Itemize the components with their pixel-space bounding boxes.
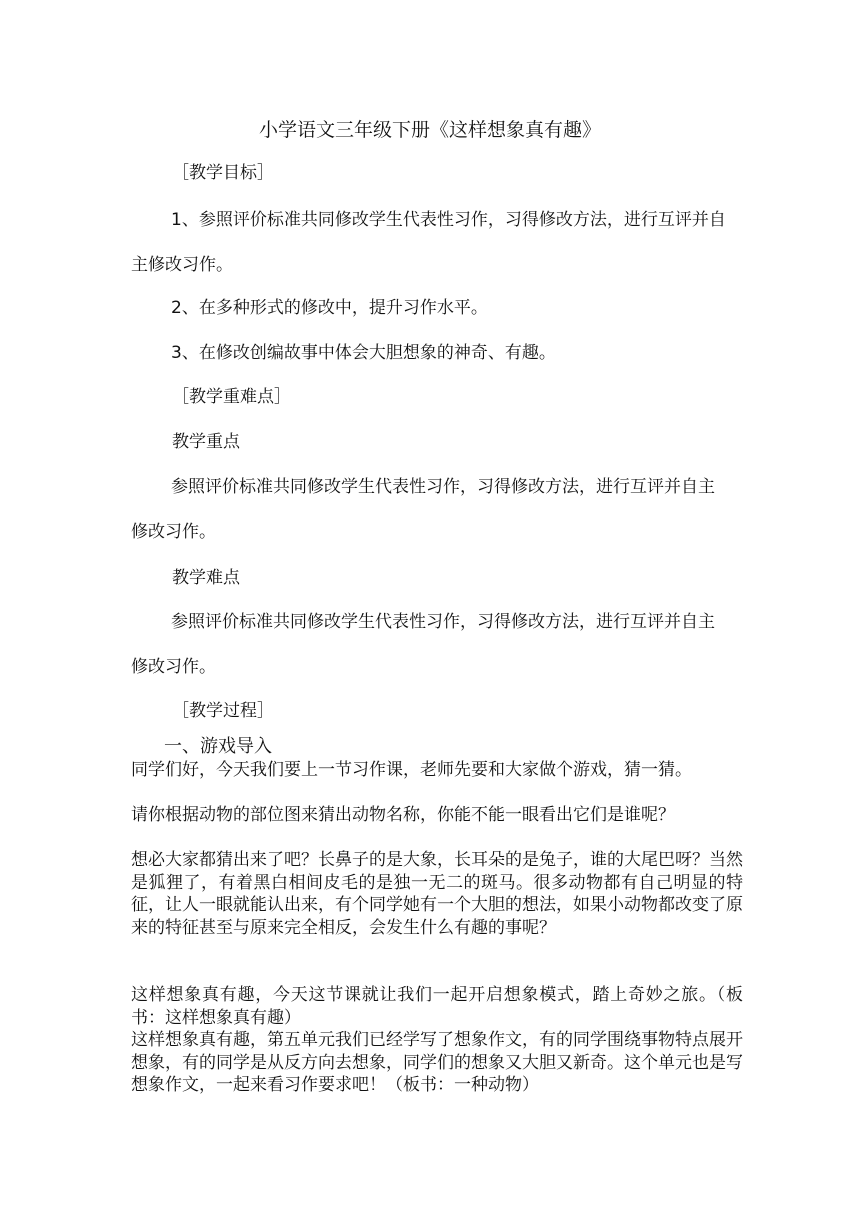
objectives-heading: ［教学目标］ [172,163,274,183]
process-heading: ［教学过程］ [172,701,274,721]
part1-paragraph-4: 这样想象真有趣，今天这节课就让我们一起开启想象模式，踏上奇妙之旅。（板书：这样想象真有趣） [131,985,743,1028]
part1-paragraph-3: 想必大家都猜出来了吧？长鼻子的是大象，长耳朵的是兔子，谁的大尾巴呀？当然是狐狸了，有着黑白相间皮毛的是独一无二的斑马。很多动物都有自己明显的特征，让人一眼就能认出来，有个同学她有一个大胆的想法，如果小动物都改变了原来的特征甚至与原来完全相反，会发生什么有趣的事呢？ [131,850,743,938]
key-points-heading: ［教学重难点］ [172,387,291,407]
part1-paragraph-5: 这样想象真有趣，第五单元我们已经学写了想象作文，有的同学围绕事物特点展开想象，有的同学是从反方向去想象，同学们的想象又大胆又新奇。这个单元也是写想象作文，一起来看习作要求吧！（板书：一种动物） [131,1030,743,1095]
key-point-text: 参照评价标准共同修改学生代表性习作，习得修改方法，进行互评并自主修改习作。 [131,477,715,542]
difficulty-label: 教学难点 [172,568,240,588]
objective-2: 2、在多种形式的修改中，提升习作水平。 [171,298,488,318]
key-point-label: 教学重点 [172,432,240,452]
part1-heading: 一、游戏导入 [164,736,272,757]
document-title: 小学语文三年级下册《这样想象真有趣》 [258,119,601,141]
difficulty-text: 参照评价标准共同修改学生代表性习作，习得修改方法，进行互评并自主修改习作。 [131,612,715,677]
objective-3: 3、在修改创编故事中体会大胆想象的神奇、有趣。 [171,343,556,363]
part1-paragraph-1: 同学们好，今天我们要上一节习作课，老师先要和大家做个游戏，猜一猜。 [131,760,692,780]
objective-1: 1、参照评价标准共同修改学生代表性习作，习得修改方法，进行互评并自主修改习作。 [131,210,726,275]
part1-paragraph-2: 请你根据动物的部位图来猜出动物名称，你能不能一眼看出它们是谁呢？ [131,805,675,825]
